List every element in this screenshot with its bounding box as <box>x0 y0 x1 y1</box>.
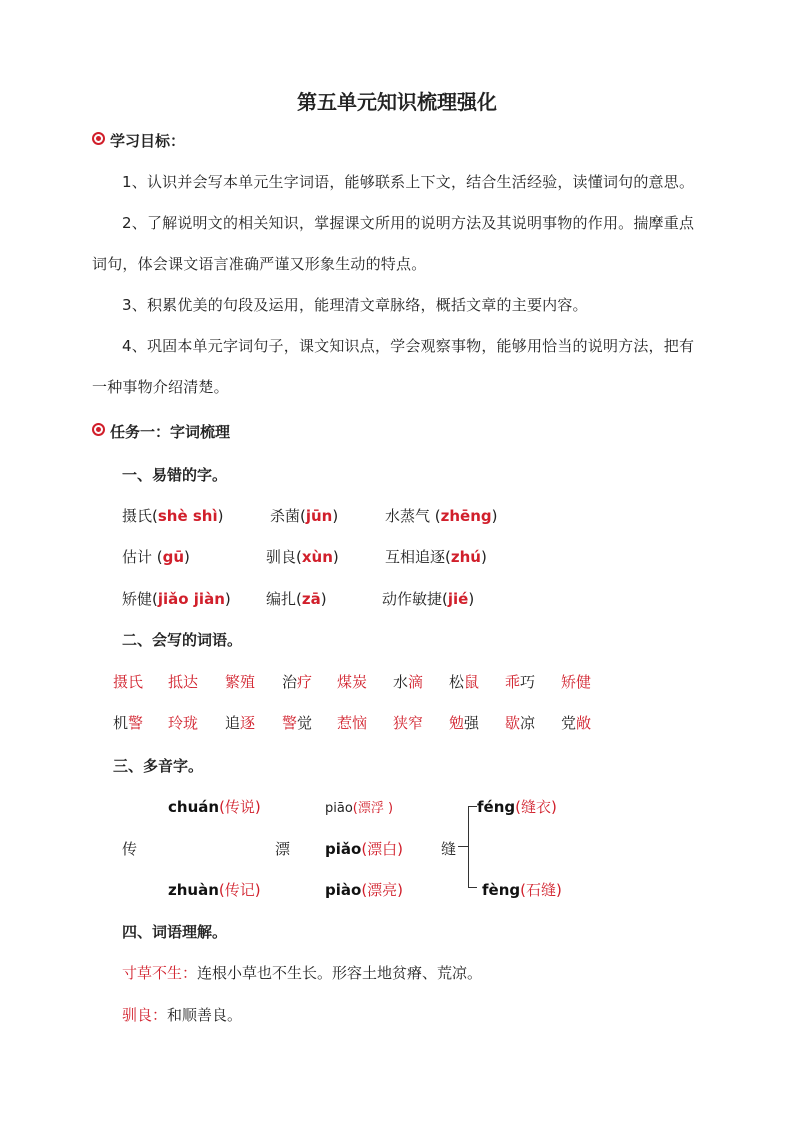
word-item <box>561 671 591 692</box>
pinyin: jūn <box>305 507 333 525</box>
piao-char: 漂 <box>275 840 291 858</box>
example-word: (传说) <box>219 798 261 816</box>
paren: ) <box>468 590 475 608</box>
chuan-reading-2 <box>168 879 261 900</box>
word-part: 治 <box>282 673 298 691</box>
word-item <box>168 671 198 692</box>
definition: 和顺善良。 <box>167 1006 243 1024</box>
example-word: (漂白) <box>361 840 404 858</box>
word-item <box>225 671 255 692</box>
error-char-item <box>385 505 497 526</box>
pinyin: piǎo <box>325 840 362 858</box>
error-char-item <box>270 505 338 526</box>
word-part: 摄氏 <box>113 673 144 691</box>
word-item <box>337 671 367 692</box>
word-part: 追 <box>225 714 241 732</box>
word-part: 警 <box>282 714 298 732</box>
word: 矫健( <box>122 590 158 608</box>
word-item <box>393 671 423 692</box>
word-part: 狭窄 <box>393 714 424 732</box>
goals-heading-text: 学习目标： <box>110 132 186 150</box>
pinyin: zhú <box>450 548 481 566</box>
word-part: 煤炭 <box>337 673 368 691</box>
pinyin: gū <box>162 548 185 566</box>
example-word: (石缝) <box>520 881 562 899</box>
term: 寸草不生： <box>122 964 198 982</box>
word-part: 滴 <box>408 673 424 691</box>
word: 驯良( <box>266 548 302 566</box>
task1-heading <box>92 421 230 442</box>
word-part: 觉 <box>297 714 313 732</box>
pinyin: zā <box>301 590 321 608</box>
word-part: 勉 <box>449 714 465 732</box>
feng-reading-1 <box>477 796 557 817</box>
word-part: 乖 <box>505 673 521 691</box>
goal-item-2: 2、了解说明文的相关知识，掌握课文所用的说明方法及其说明事物的作用。揣摩重点词句，体会课文语言准确严谨又形象生动的特点。 <box>92 214 695 273</box>
goal-item-1: 1、认识并会写本单元生字词语，能够联系上下文，结合生活经验，读懂词句的意思。 <box>122 173 695 191</box>
paren: ) <box>332 507 339 525</box>
word-part: 党 <box>561 714 577 732</box>
term: 驯良： <box>122 1006 168 1024</box>
word: 摄氏( <box>122 507 158 525</box>
word-item <box>505 671 535 692</box>
feng-reading-2 <box>482 879 562 900</box>
pinyin: zhēng <box>440 507 492 525</box>
piao-reading-3 <box>325 879 403 900</box>
word-part: 巧 <box>520 673 536 691</box>
paren: ) <box>217 507 224 525</box>
word-item <box>449 671 479 692</box>
paren: ) <box>480 548 487 566</box>
word-part: 警 <box>128 714 144 732</box>
definition: 连根小草也不生长。形容土地贫瘠、荒凉。 <box>197 964 483 982</box>
paren: ) <box>320 590 327 608</box>
word-item <box>561 712 591 733</box>
word-part: 玲珑 <box>168 714 199 732</box>
goal-item-3: 3、积累优美的句段及运用，能理清文章脉络，概括文章的主要内容。 <box>122 296 588 314</box>
word: 估计 ( <box>122 548 163 566</box>
error-char-item <box>122 505 223 526</box>
word-item <box>282 671 312 692</box>
section4-heading: 四、词语理解。 <box>122 923 228 941</box>
feng-bracket-tick <box>458 846 468 847</box>
feng-bracket <box>468 806 477 888</box>
circle-bullet-icon <box>92 132 105 145</box>
word: 杀菌( <box>270 507 306 525</box>
word-item <box>337 712 367 733</box>
pinyin: chuán <box>168 798 220 816</box>
word-part: 水 <box>393 673 409 691</box>
piao-reading-1 <box>325 797 393 816</box>
paren: ) <box>224 590 231 608</box>
error-char-item <box>266 546 339 567</box>
pinyin: jiǎo jiàn <box>157 590 225 608</box>
chuan-char: 传 <box>122 840 138 858</box>
page-title: 第五单元知识梳理强化 <box>297 90 497 114</box>
word-item <box>282 712 312 733</box>
word: 互相追逐( <box>385 548 451 566</box>
word-part: 凉 <box>520 714 536 732</box>
word-part: 松 <box>449 673 465 691</box>
pinyin: zhuàn <box>168 881 219 899</box>
paren: ) <box>491 507 498 525</box>
word-part: 疗 <box>297 673 313 691</box>
pinyin: xùn <box>301 548 333 566</box>
chuan-reading-1 <box>168 796 261 817</box>
word-item <box>449 712 479 733</box>
pinyin: shè shì <box>157 507 218 525</box>
error-char-item <box>122 546 190 567</box>
word-part: 繁殖 <box>225 673 256 691</box>
error-char-item <box>382 588 474 609</box>
pinyin: fèng <box>482 881 521 899</box>
word-part: 敞 <box>576 714 592 732</box>
task1-heading-text: 任务一：字词梳理 <box>110 423 231 441</box>
pinyin: piào <box>325 881 362 899</box>
word-part: 强 <box>464 714 480 732</box>
piao-reading-2 <box>325 838 403 859</box>
word-part: 逐 <box>240 714 256 732</box>
pinyin: féng <box>477 798 516 816</box>
paren: ) <box>332 548 339 566</box>
error-char-item <box>385 546 487 567</box>
example-word: (漂亮) <box>361 881 404 899</box>
word: 动作敏捷( <box>382 590 448 608</box>
section2-heading: 二、会写的词语。 <box>122 631 243 649</box>
circle-bullet-icon <box>92 423 105 436</box>
term-definition <box>122 1004 242 1025</box>
word-item <box>113 671 143 692</box>
section3-heading: 三、多音字。 <box>113 757 204 775</box>
word-item <box>393 712 423 733</box>
word-item <box>113 712 143 733</box>
example-word: (传记) <box>218 881 261 899</box>
feng-char: 缝 <box>441 840 457 858</box>
word-part: 鼠 <box>464 673 480 691</box>
word-part: 矫健 <box>561 673 592 691</box>
word-item <box>505 712 535 733</box>
error-char-item <box>122 588 231 609</box>
word-part: 机 <box>113 714 129 732</box>
word-part: 抵达 <box>168 673 199 691</box>
paren: ) <box>184 548 190 566</box>
pinyin: jié <box>447 590 469 608</box>
goal-item-4: 4、巩固本单元字词句子，课文知识点，学会观察事物，能够用恰当的说明方法，把有一种事物介绍清楚。 <box>92 337 695 396</box>
goals-heading <box>92 130 185 151</box>
term-definition <box>122 962 482 983</box>
error-char-item <box>266 588 327 609</box>
word: 编扎( <box>266 590 302 608</box>
word-item <box>168 712 198 733</box>
pinyin: piāo <box>325 801 353 816</box>
section1-heading: 一、易错的字。 <box>122 466 228 484</box>
example-word: (漂浮 ) <box>352 801 394 816</box>
example-word: (缝衣) <box>515 798 557 816</box>
word-part: 惹恼 <box>337 714 368 732</box>
word-item <box>225 712 255 733</box>
word: 水蒸气 ( <box>385 507 441 525</box>
word-part: 歇 <box>505 714 521 732</box>
